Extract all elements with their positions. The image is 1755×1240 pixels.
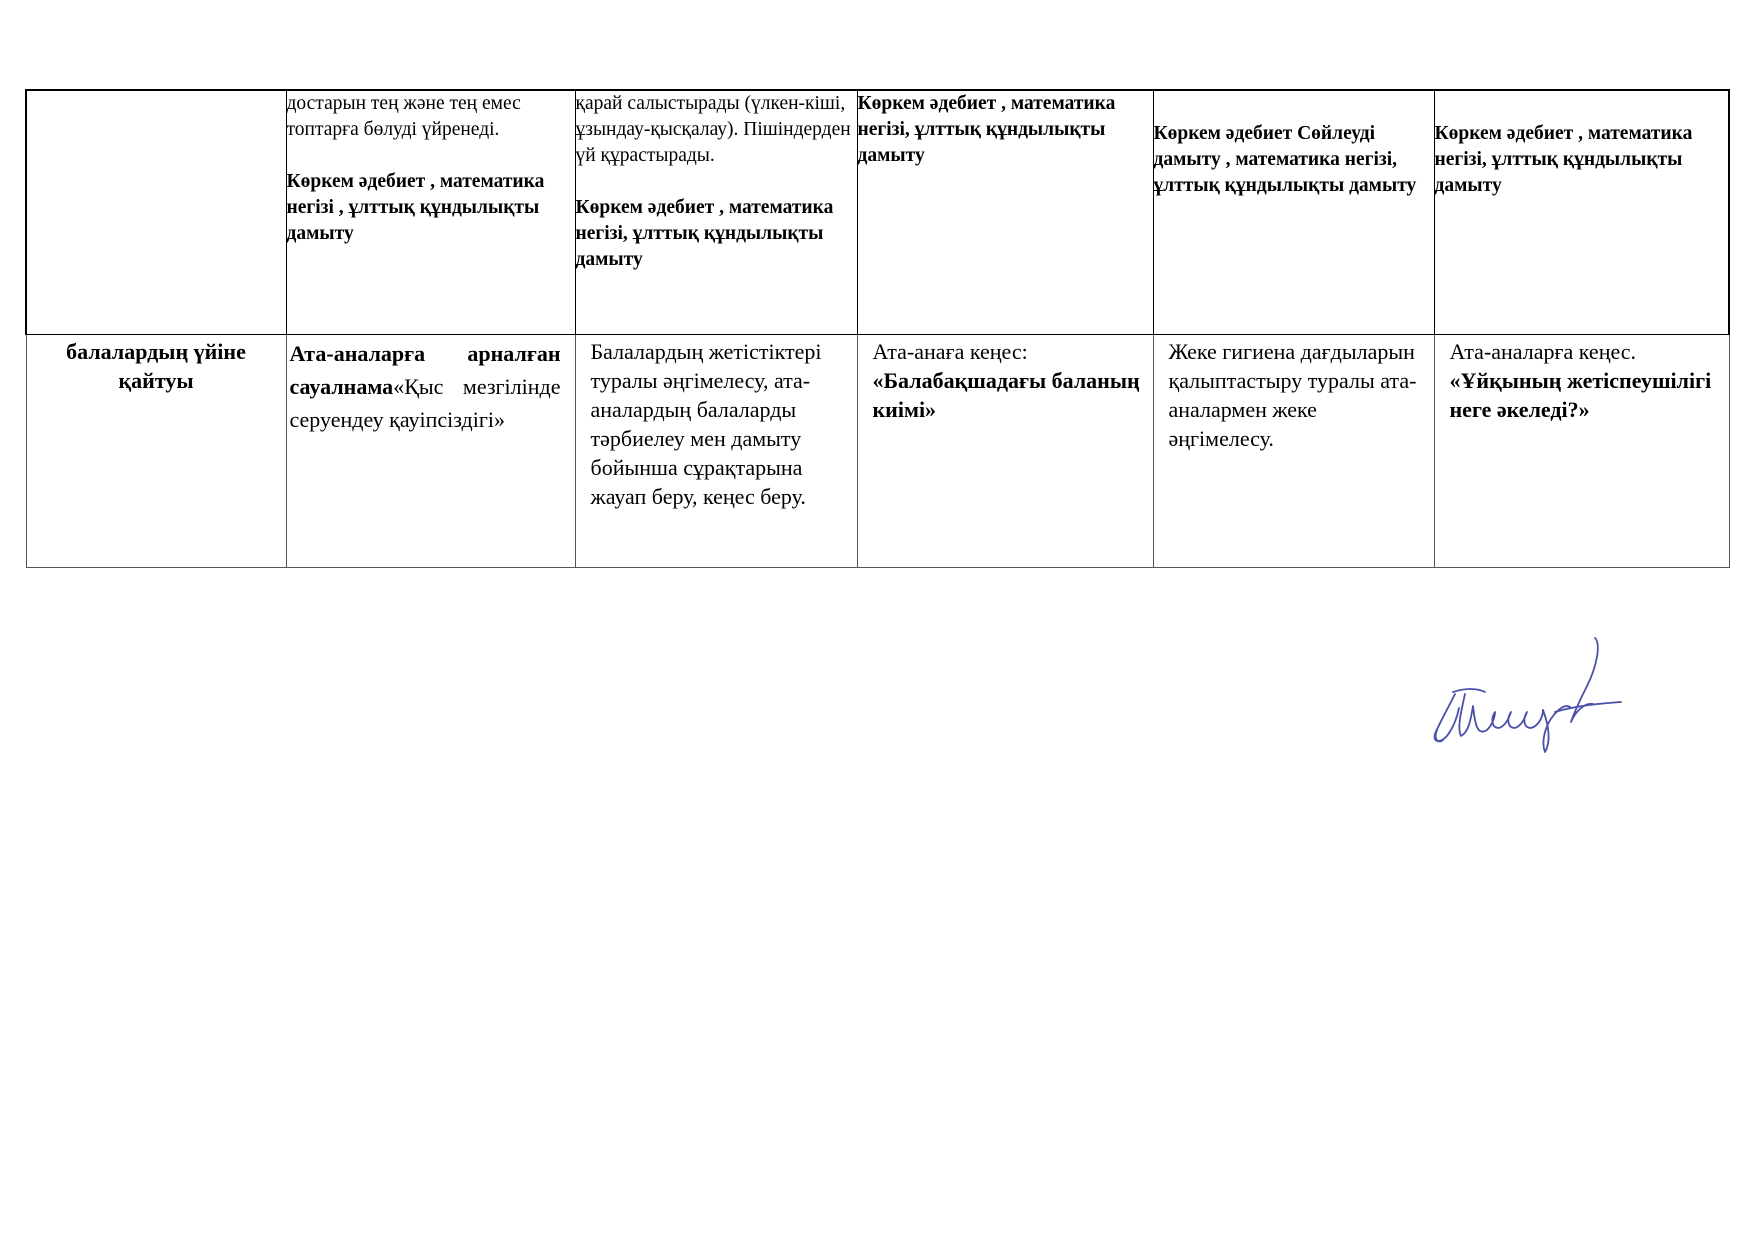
cell-text: «Қыс мезгілінде серуендеу қауіпсіздігі» <box>289 374 561 432</box>
cell-bold-text: Көркем әдебиет , математика негізі, ұлттық құндылықты дамыту <box>575 197 834 270</box>
cell-text: Ата-аналарға кеңес. <box>1449 339 1637 364</box>
cell-bold-text: Көркем әдебиет , математика негізі, ұлттық құндылықты дамыту <box>857 93 1116 166</box>
table-cell <box>575 90 857 335</box>
cell-bold-text: «Балабақшадағы баланың киімі» <box>872 368 1140 422</box>
table-cell-empty <box>26 90 286 335</box>
table-cell <box>286 90 575 335</box>
table-cell <box>1434 335 1729 568</box>
cell-bold-text: Ата-аналарға арналған сауалнама <box>289 341 561 399</box>
table-cell <box>286 335 575 568</box>
cell-text: Ата-анаға кеңес: <box>872 339 1028 364</box>
cell-text: қарай салыстырады (үлкен-кіші, ұзындау-қысқалау). Пішіндерден үй құрастырады. <box>575 93 851 166</box>
schedule-table <box>25 89 1730 568</box>
table-cell <box>1434 90 1729 335</box>
cell-bold-text: Көркем әдебиет , математика негізі, ұлттық құндылықты дамыту <box>1434 123 1693 196</box>
table-cell <box>575 335 857 568</box>
table-cell <box>1153 335 1434 568</box>
table-row <box>26 90 1729 335</box>
handwritten-signature <box>1425 632 1625 762</box>
table-cell <box>857 90 1153 335</box>
row-label <box>26 335 286 568</box>
cell-bold-text: Көркем әдебиет , математика негізі , ұлттық құндылықты дамыту <box>286 171 545 244</box>
row-label-text: балалардың үйіне қайтуы <box>66 339 246 393</box>
cell-text: Жеке гигиена дағдыларын қалыптастыру туралы ата-аналармен жеке әңгімелесу. <box>1168 339 1417 451</box>
cell-text: достарын тең және тең емес топтарға бөлуді үйренеді. <box>286 93 521 140</box>
table-cell <box>1153 90 1434 335</box>
table-cell <box>857 335 1153 568</box>
cell-bold-text: Көркем әдебиет Сөйлеуді дамыту , математика негізі, ұлттық құндылықты дамыту <box>1153 123 1417 196</box>
table-row <box>26 335 1729 568</box>
cell-bold-text: «Ұйқының жетіспеушілігі неге әкеледі?» <box>1449 368 1712 422</box>
cell-text: Балалардың жетістіктері туралы әңгімелесу, ата-аналардың балаларды тәрбиелеу мен дамыту бойынша сұрақтарына жауап беру, кеңес беру. <box>590 339 822 509</box>
